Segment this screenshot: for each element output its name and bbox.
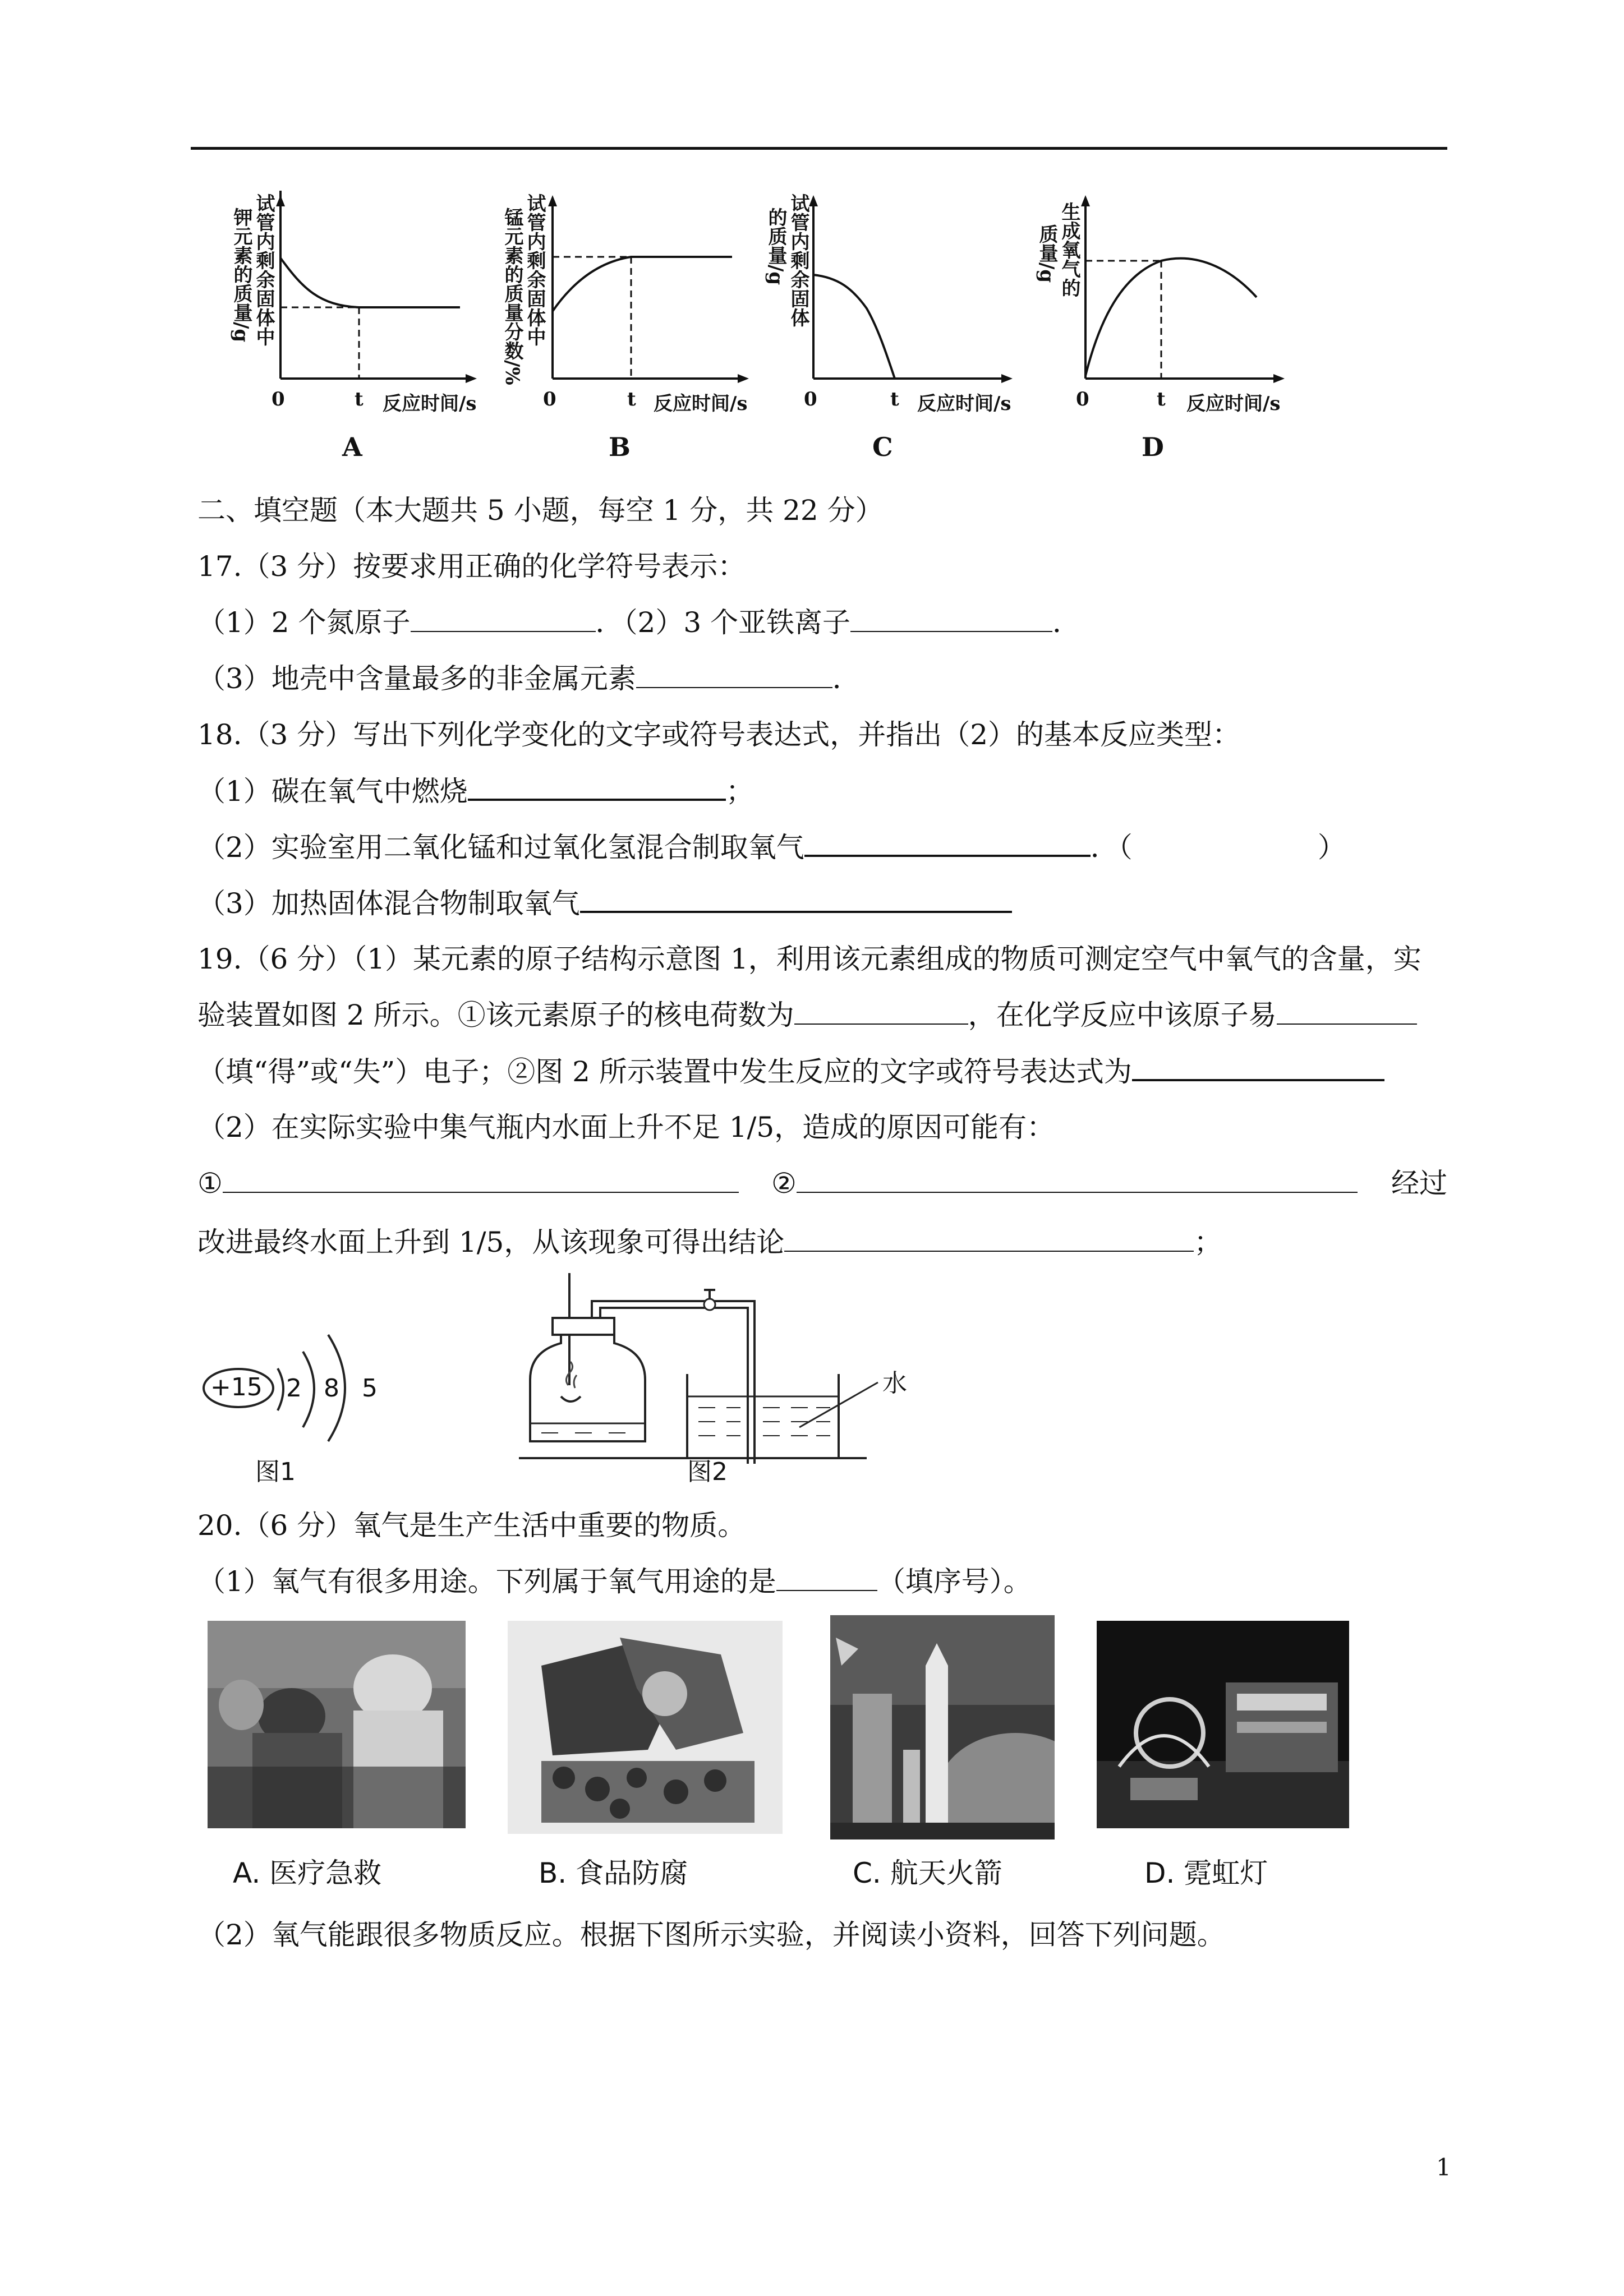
photo-medical [208,1621,466,1828]
graph-c-letter: C [872,432,893,462]
q18-p1end: ； [725,775,754,808]
page-number: 1 [1436,2154,1451,2181]
q20-line2: （2）氧气能跟很多物质反应。根据下图所示实验，并阅读小资料，回答下列问题。 [197,1919,1225,1951]
q19-l5c: 经过 [1391,1167,1447,1200]
graph-b-curve [553,257,732,311]
q19-line2 [197,998,1417,1032]
q19-l2b: ，在化学反应中该原子易 [968,999,1277,1031]
apparatus-diagram [519,1273,945,1492]
graph-a-xlabel: 反应时间/s [383,393,477,415]
atom-nucleus: +15 [210,1373,263,1401]
q19-l6end: ； [1194,1226,1222,1258]
graph-a-letter: A [342,432,362,462]
gas-jar [530,1335,645,1441]
q18-blank3[interactable] [580,886,1012,913]
graph-c-ylabel-side: 的质量/g [765,208,787,285]
graph-a-curve [280,258,460,307]
figure-1-atom [199,1307,401,1486]
photo-caption-b: B. 食品防腐 [539,1857,688,1889]
q17-stem: 17.（3 分）按要求用正确的化学符号表示： [197,550,746,583]
graph-b-origin: 0 [543,388,556,411]
stopper [553,1318,614,1335]
graph-b-xlabel: 反应时间/s [654,393,748,415]
beaker [687,1374,839,1458]
graph-d-t: t [1157,388,1166,411]
q18-blank2[interactable] [804,830,1091,857]
q18-p2end: ．（ [1090,831,1133,864]
graph-d [1027,191,1301,471]
q17-p3end: ． [832,662,861,695]
q17-line1 [197,606,1080,639]
graph-c-origin: 0 [804,388,817,411]
q17-blank2[interactable] [850,606,1052,632]
q18-line2 [197,830,1346,864]
header-rule [191,147,1447,150]
q19-l3: （填“得”或“失”）电子；②图 2 所示装置中发生反应的文字或符号表达式为 [197,1055,1132,1088]
figure-2-caption: 图2 [687,1458,728,1486]
graph-c-xlabel: 反应时间/s [917,393,1011,415]
q19-line3 [197,1054,1384,1089]
clamp [704,1299,715,1310]
q18-p1: （1）碳在氧气中燃烧 [197,775,468,808]
atom-shell-2: 8 [324,1374,339,1403]
atom-shell-1: 2 [286,1374,302,1403]
graph-b-ylabel-main: 试管内剩余固体中 [523,193,546,346]
q19-blank3[interactable] [1132,1054,1384,1081]
graph-c [760,191,1024,471]
q19-line6 [197,1225,1222,1259]
q19-l2a: 验装置如图 2 所示。①该元素原子的核电荷数为 [197,999,794,1031]
q20-p1: （1）氧气有很多用途。下列属于氧气用途的是 [197,1565,776,1598]
atom-shell-3: 5 [362,1374,378,1403]
q17-p1a: （1）2 个氮原子 [197,606,411,639]
q18-blank1[interactable] [468,774,726,801]
photo-caption-d: D. 霓虹灯 [1144,1857,1268,1889]
q19-blank4[interactable] [223,1167,739,1193]
q18-line3 [197,886,1012,920]
photo-rocket [830,1615,1055,1839]
q19-blank1[interactable] [794,999,968,1025]
graph-d-curve [1085,259,1257,376]
q18-p3: （3）加热固体混合物制取氧气 [197,887,580,920]
graph-b-letter: B [609,432,631,462]
q19-l5a: ① [197,1167,223,1200]
water-label: 水 [882,1369,907,1398]
q18-line1 [197,774,754,808]
q17-p1b: ．（2）3 个亚铁离子 [595,606,851,639]
combustion-spoon [561,1396,581,1401]
q20-p1end: （填序号）。 [877,1565,1032,1598]
q17-p3: （3）地壳中含量最多的非金属元素 [197,662,636,695]
q20-stem: 20.（6 分）氧气是生产生活中重要的物质。 [197,1509,746,1542]
photo-food [508,1621,783,1834]
q19-l5b: ② [771,1167,797,1200]
q19-line5-a [197,1167,739,1200]
figure-2-apparatus [519,1273,945,1492]
section2-title: 二、填空题（本大题共 5 小题，每空 1 分，共 22 分） [197,494,884,527]
graph-a-t: t [355,388,364,411]
graph-a [224,191,488,471]
graph-d-letter: D [1142,432,1164,462]
graph-a-ylabel-side: 钾元素的质量/g [230,208,252,343]
photo-caption-a: A. 医疗急救 [233,1857,382,1889]
q17-line3 [197,662,861,695]
q18-blank-type[interactable] [1133,832,1318,857]
q19-blank5[interactable] [797,1167,1358,1193]
q19-blank6[interactable] [784,1226,1194,1252]
graph-c-t: t [890,388,899,411]
q19-line4: （2）在实际实验中集气瓶内水面上升不足 1/5，造成的原因可能有： [197,1111,1055,1144]
graph-b-ylabel-side: 锰元素的质量分数/% [501,208,523,385]
q18-stem: 18.（3 分）写出下列化学变化的文字或符号表达式，并指出（2）的基本反应类型： [197,718,1241,751]
figure-1-caption: 图1 [255,1458,296,1486]
q17-p1end: ． [1052,606,1081,639]
graph-d-origin: 0 [1076,388,1089,411]
graph-c-ylabel-main: 试管内剩余固体 [787,193,809,327]
q17-blank1[interactable] [411,606,596,632]
graph-b [494,191,757,471]
graph-c-curve [813,275,895,379]
graph-d-ylabel-side: 质量/g [1036,224,1058,283]
q17-blank3[interactable] [636,662,832,688]
q19-line1: 19.（6 分）（1）某元素的原子结构示意图 1，利用该元素组成的物质可测定空气中氧气的含量，实 [197,943,1421,975]
q19-blank2[interactable] [1277,999,1417,1025]
graph-b-t: t [627,388,636,411]
photo-caption-c: C. 航天火箭 [853,1857,1002,1889]
graph-d-xlabel: 反应时间/s [1186,393,1281,415]
graph-d-ylabel-main: 生成氧气的 [1058,202,1080,297]
q18-p2: （2）实验室用二氧化锰和过氧化氢混合制取氧气 [197,831,804,864]
q20-line1 [197,1565,1032,1598]
q19-line5-b [771,1167,1358,1200]
photo-neon [1097,1621,1349,1828]
graph-a-ylabel-main: 试管内剩余固体中 [252,193,275,346]
q19-l6: 改进最终水面上升到 1/5，从该现象可得出结论 [197,1226,785,1258]
q20-blank1[interactable] [776,1565,877,1591]
graph-a-origin: 0 [272,388,285,411]
q18-p2close: ） [1317,831,1346,864]
